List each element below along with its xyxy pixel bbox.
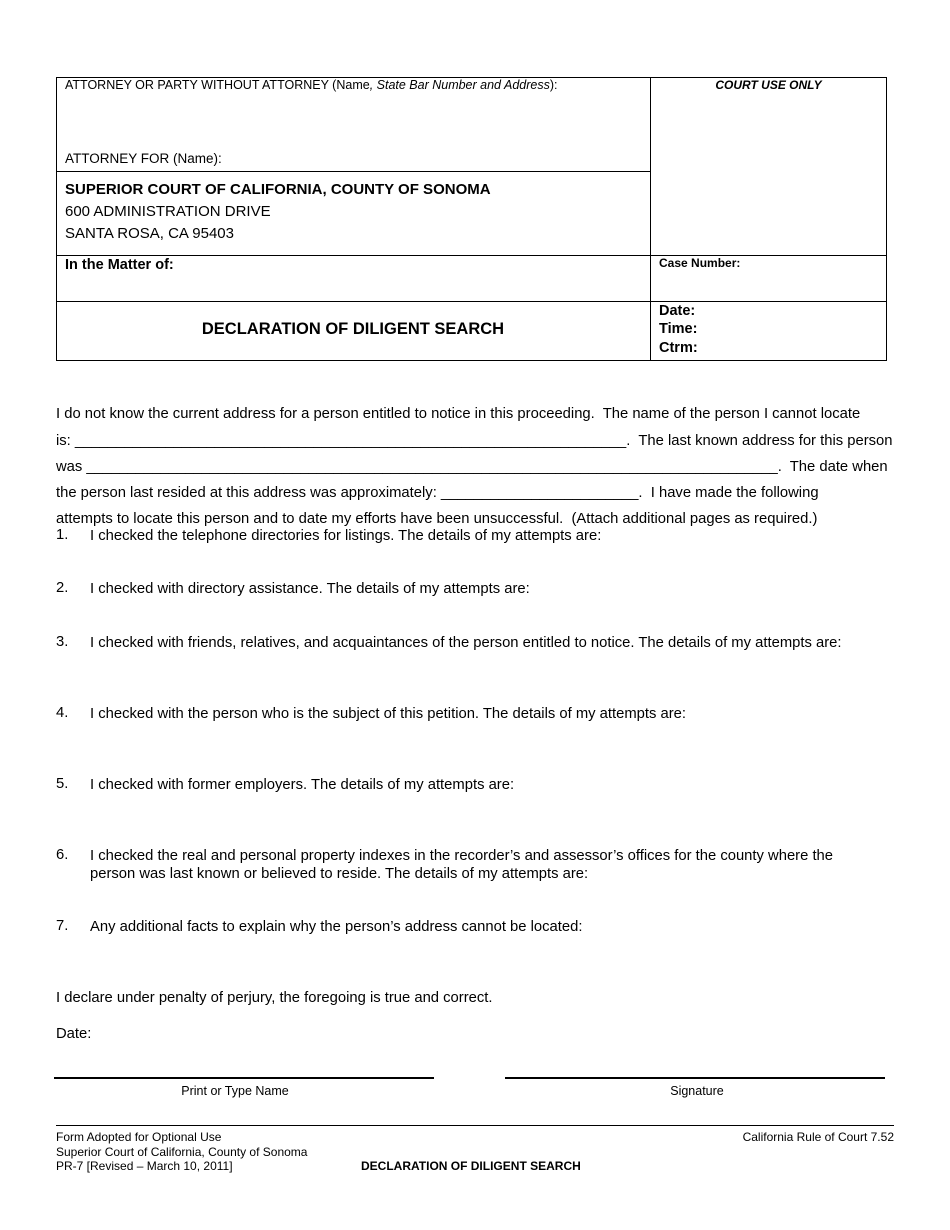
footer-rule-of-court: California Rule of Court 7.52 bbox=[742, 1130, 894, 1144]
hearing-date-label: Date: bbox=[659, 303, 696, 319]
form-title: DECLARATION OF DILIGENT SEARCH bbox=[201, 320, 505, 338]
item-6-text: I checked the real and personal property indexes in the recorder’s and assessor’s offices for the county where the bbox=[90, 848, 834, 864]
item-3-text: I checked with friends, relatives, and acquaintances of the person entitled to notice. The details of my attempts are: bbox=[90, 635, 842, 651]
item-1-text: I checked the telephone directories for listings. The details of my attempts are: bbox=[90, 528, 602, 544]
item-4-number: 4. bbox=[56, 705, 69, 721]
attorney-for-label: ATTORNEY FOR (Name): bbox=[65, 151, 222, 166]
attorney-label: ATTORNEY OR PARTY WITHOUT ATTORNEY (Name, State Bar Number and Address): bbox=[65, 78, 558, 92]
court-use-only-label: COURT USE ONLY bbox=[715, 78, 822, 92]
item-6-text-line-2: person was last known or believed to reside. The details of my attempts are: bbox=[90, 866, 589, 882]
item-7-number: 7. bbox=[56, 918, 69, 934]
matter-label: In the Matter of: bbox=[65, 257, 174, 273]
court-address-line-2: SANTA ROSA, CA 95403 bbox=[65, 225, 234, 242]
caption-divider-1 bbox=[56, 171, 650, 172]
item-1-number: 1. bbox=[56, 527, 69, 543]
court-address-line-1: 600 ADMINISTRATION DRIVE bbox=[65, 203, 271, 220]
footer-left bbox=[56, 1130, 307, 1174]
intro-line-1: I do not know the current address for a person entitled to notice in this proceeding. The name of the person I cannot locate bbox=[56, 406, 861, 423]
signature-line[interactable] bbox=[505, 1077, 885, 1079]
caption-divider-2 bbox=[56, 255, 887, 256]
print-name-line[interactable] bbox=[54, 1077, 434, 1079]
caption-divider-vertical bbox=[650, 77, 651, 361]
signature-label: Signature bbox=[670, 1084, 724, 1098]
hearing-ctrm-label: Ctrm: bbox=[659, 340, 698, 356]
item-2-number: 2. bbox=[56, 580, 69, 596]
item-7-text: Any additional facts to explain why the person’s address cannot be located: bbox=[90, 919, 583, 935]
intro-line-2[interactable]: is: ___________________________________________________________________. The last known address for this person bbox=[56, 432, 893, 449]
attorney-info-field[interactable] bbox=[60, 96, 645, 146]
court-name: SUPERIOR COURT OF CALIFORNIA, COUNTY OF SONOMA bbox=[65, 181, 491, 198]
footer-court: Superior Court of California, County of Sonoma bbox=[56, 1144, 308, 1159]
intro-line-4[interactable]: the person last resided at this address was approximately: ________________________. I have made the following bbox=[56, 485, 819, 502]
declaration-date-label: Date: bbox=[56, 1026, 92, 1042]
footer-adopted: Form Adopted for Optional Use bbox=[56, 1130, 222, 1144]
print-name-label: Print or Type Name bbox=[181, 1084, 289, 1098]
item-5-number: 5. bbox=[56, 776, 69, 792]
item-2-text: I checked with directory assistance. The details of my attempts are: bbox=[90, 581, 530, 597]
item-6-number: 6. bbox=[56, 847, 69, 863]
hearing-time-label: Time: bbox=[659, 321, 698, 337]
item-3-number: 3. bbox=[56, 634, 69, 650]
case-number-label: Case Number: bbox=[659, 256, 741, 270]
footer-rule bbox=[56, 1125, 894, 1126]
perjury-statement: I declare under penalty of perjury, the foregoing is true and correct. bbox=[56, 990, 493, 1006]
intro-line-3[interactable]: was ____________________________________________________________________________________. The date when bbox=[56, 458, 888, 475]
item-4-text: I checked with the person who is the subject of this petition. The details of my attempts are: bbox=[90, 706, 687, 722]
caption-divider-3 bbox=[56, 301, 887, 302]
item-5-text: I checked with former employers. The details of my attempts are: bbox=[90, 777, 515, 793]
intro-line-5: attempts to locate this person and to date my efforts have been unsuccessful. (Attach additional pages as required.) bbox=[56, 511, 818, 528]
footer-title: DECLARATION OF DILIGENT SEARCH bbox=[361, 1159, 581, 1173]
footer-form-id: PR-7 [Revised – March 10, 2011] bbox=[56, 1159, 233, 1173]
